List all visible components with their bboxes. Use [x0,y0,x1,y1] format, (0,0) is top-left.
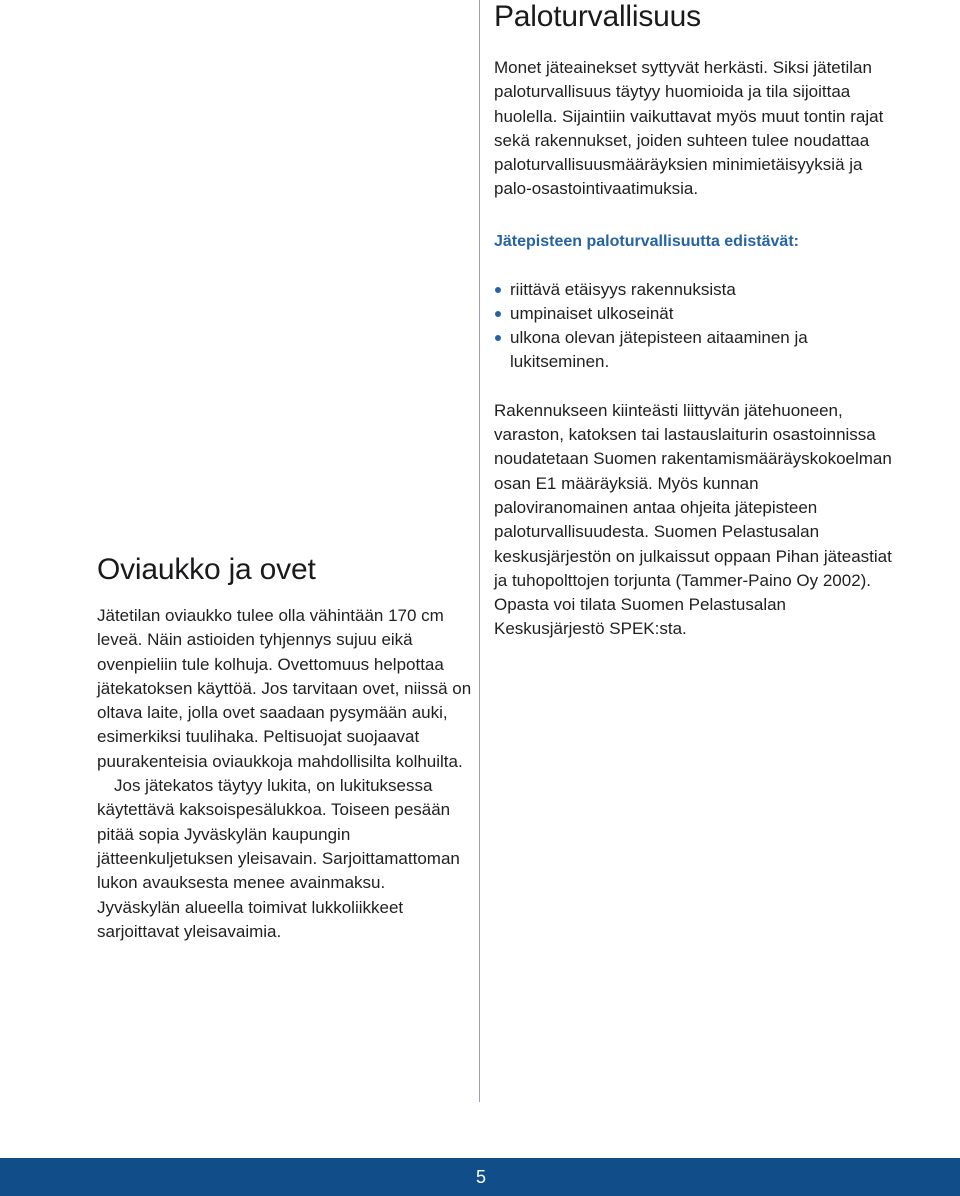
column-divider [479,0,480,1102]
list-item-text: umpinaiset ulkoseinät [510,303,674,323]
list-item [494,302,894,326]
bullet-dot-icon [495,311,501,317]
fire-safety-subheading: Jätepisteen paloturvallisuutta edistävät: [494,232,799,250]
fire-safety-section [494,0,894,642]
list-item-text: ulkona olevan jätepisteen aitaaminen ja lukitseminen. [510,327,808,371]
fire-safety-paragraph: Rakennukseen kiinteästi liittyvän jätehuoneen, varaston, katoksen tai lastauslaiturin osastoinnissa noudatetaan Suomen rakentamismääräyskokoelman osan E1 määräyksiä. Myös kunnan paloviranomainen antaa ohjeita jätepisteen paloturvallisuudesta. Suomen Pelastusalan keskusjärjestön on julkaissut oppaan Pihan jäteastiat ja tuhopolttojen torjunta (Tammer-Paino Oy 2002). Opasta voi tilata Suomen Pelastusalan Keskusjärjestö SPEK:sta. [494,400,892,639]
bullet-dot-icon [495,287,501,293]
page-number: 5 [475,1167,486,1187]
fire-safety-heading: Paloturvallisuus [494,0,701,33]
fire-safety-list [494,278,894,374]
doorway-heading: Oviaukko ja ovet [97,553,316,586]
list-item [494,278,894,302]
list-item [494,326,894,374]
list-item-text: riittävä etäisyys rakennuksista [510,279,736,299]
doorway-paragraph-2: Jos jätekatos täytyy lukita, on lukituksessa käytettävä kaksoispesälukkoa. Toiseen pesään pitää sopia Jyväskylän kaupungin jätteenkuljetuksen yleisavain. Sarjoittamattoman lukon avauksesta menee avainmaksu. Jyväskylän alueella toimivat lukkoliikkeet sarjoittavat yleisavaimia. [97,776,460,941]
doorway-section [97,548,472,944]
bullet-dot-icon [495,335,501,341]
doorway-paragraph-1: Jätetilan oviaukko tulee olla vähintään 170 cm leveä. Näin astioiden tyhjennys sujuu eikä ovenpieliin tule kolhuja. Ovettomuus helpottaa jätekatoksen käyttöä. Jos tarvitaan ovet, niissä on oltava laite, jolla ovet saadaan pysymään auki, esimerkiksi tuulihaka. Peltisuojat suojaavat puurakenteisia oviaukkoja mahdollisilta kolhuilta. [97,606,472,771]
fire-safety-intro: Monet jäteainekset syttyvät herkästi. Siksi jätetilan paloturvallisuus täytyy huomioida ja tila sijoittaa huolella. Sijaintiin vaikuttavat myös muut tontin rajat sekä rakennukset, joiden suhteen tulee noudattaa paloturvallisuusmääräyksien minimietäisyyksiä ja palo-osastointivaatimuksia. [494,58,884,199]
